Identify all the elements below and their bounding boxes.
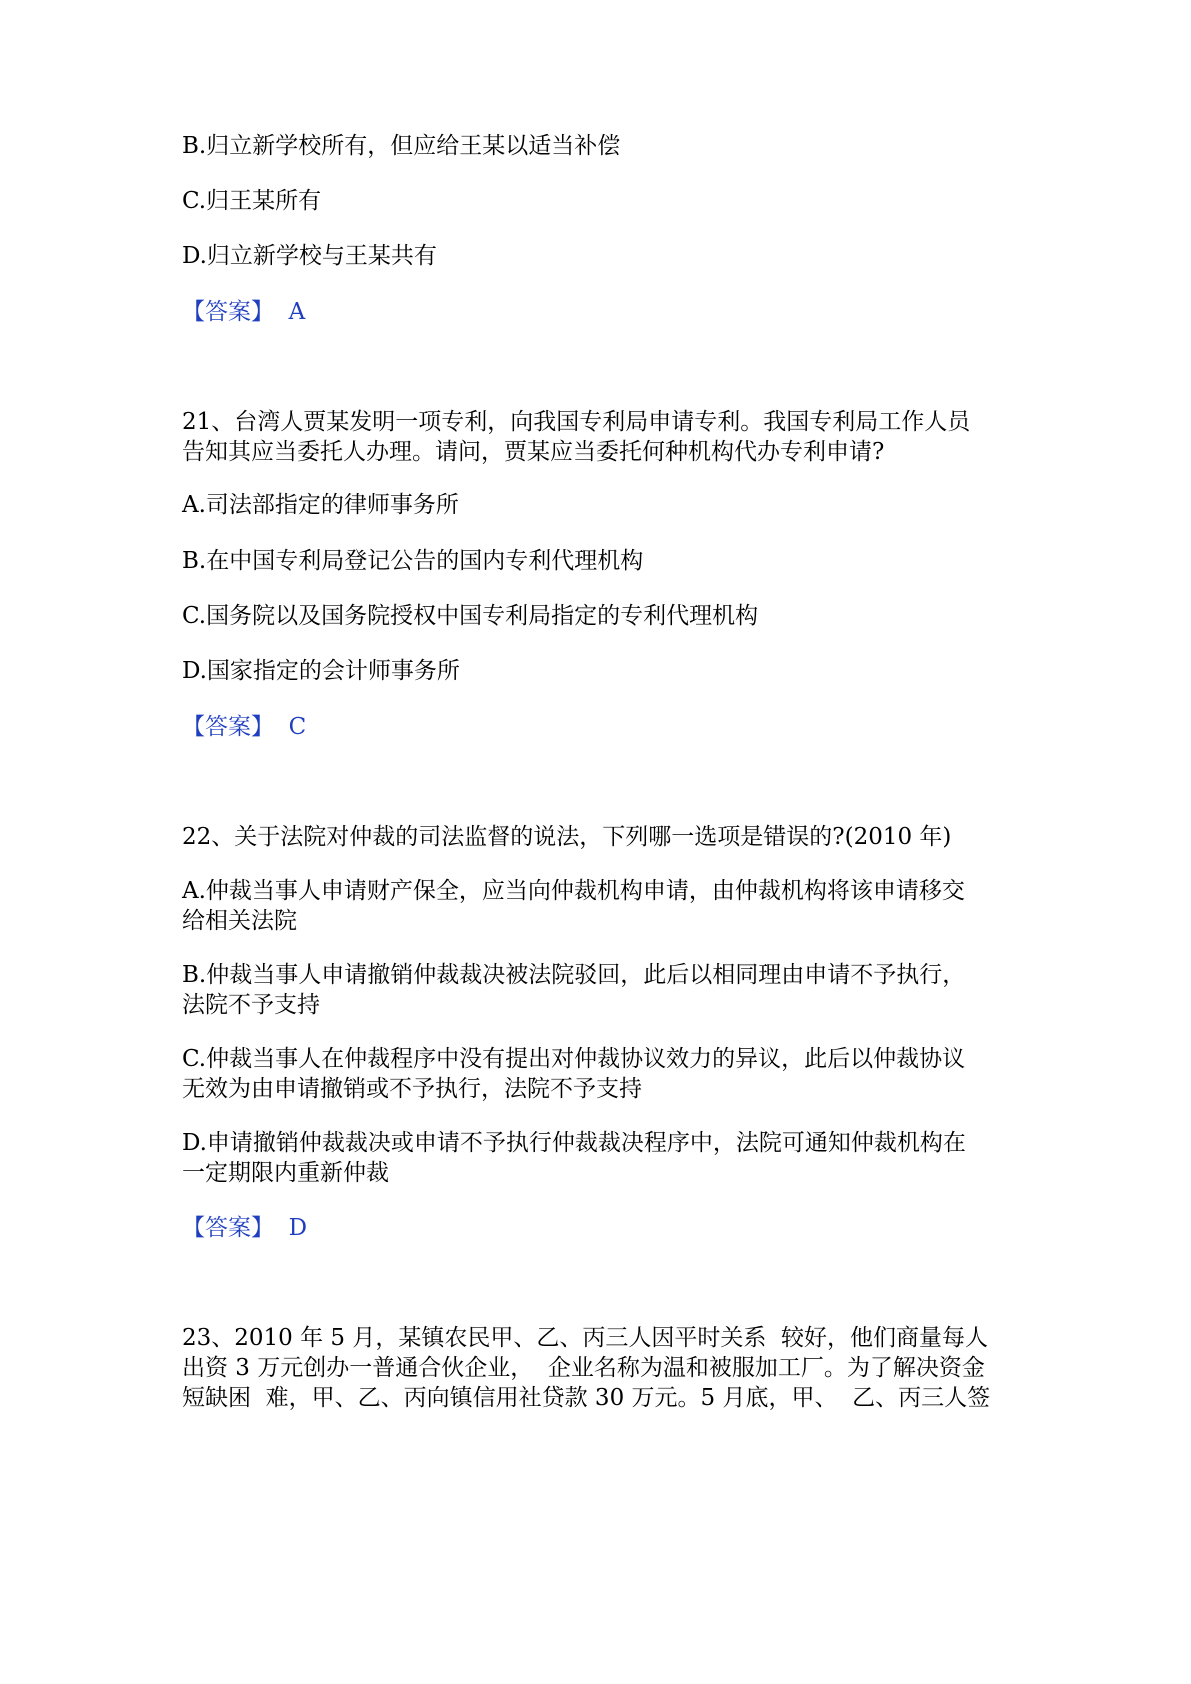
q22-option-d-line2: 一定期限内重新仲裁 xyxy=(182,1160,389,1186)
q21-option-a: A.司法部指定的律师事务所 xyxy=(182,492,459,518)
q22-option-b-line1: B.仲裁当事人申请撤销仲裁裁决被法院驳回，此后以相同理由申请不予执行， xyxy=(182,962,966,988)
answer-value: A xyxy=(288,299,306,325)
q22-option-c-line1: C.仲裁当事人在仲裁程序中没有提出对仲裁协议效力的异议，此后以仲裁协议 xyxy=(182,1046,966,1072)
q23-stem-line3: 短缺困 难，甲、乙、丙向镇信用社贷款 30 万元。5 月底，甲、 乙、丙三人签 xyxy=(182,1385,991,1411)
q20-option-c: C.归王某所有 xyxy=(182,188,322,214)
q21-option-d: D.国家指定的会计师事务所 xyxy=(182,658,460,684)
q21-stem-line1: 21、台湾人贾某发明一项专利，向我国专利局申请专利。我国专利局工作人员 xyxy=(182,409,971,435)
q20-option-d: D.归立新学校与王某共有 xyxy=(182,243,437,269)
q23-stem-line1: 23、2010 年 5 月，某镇农民甲、乙、丙三人因平时关系 较好，他们商量每人 xyxy=(182,1325,988,1351)
q21-option-b: B.在中国专利局登记公告的国内专利代理机构 xyxy=(182,548,644,574)
q20-option-b: B.归立新学校所有，但应给王某以适当补偿 xyxy=(182,133,621,159)
q21-stem-line2: 告知其应当委托人办理。请问，贾某应当委托何种机构代办专利申请? xyxy=(182,439,885,465)
q22-answer xyxy=(182,1213,307,1243)
q22-stem: 22、关于法院对仲裁的司法监督的说法，下列哪一选项是错误的?(2010 年) xyxy=(182,824,952,850)
answer-value: C xyxy=(288,714,307,740)
q22-option-b-line2: 法院不予支持 xyxy=(182,992,320,1018)
q21-answer xyxy=(182,712,306,742)
q23-stem-line2: 出资 3 万元创办一普通合伙企业， 企业名称为温和被服加工厂。为了解决资金 xyxy=(182,1355,985,1381)
answer-label: 【答案】 xyxy=(182,714,274,740)
q20-answer xyxy=(182,297,305,327)
q22-option-a-line1: A.仲裁当事人申请财产保全，应当向仲裁机构申请，由仲裁机构将该申请移交 xyxy=(182,878,965,904)
q22-option-c-line2: 无效为由申请撤销或不予执行，法院不予支持 xyxy=(182,1076,642,1102)
q22-option-a-line2: 给相关法院 xyxy=(182,908,297,934)
answer-label: 【答案】 xyxy=(182,299,274,325)
answer-label: 【答案】 xyxy=(182,1215,274,1241)
q22-option-d-line1: D.申请撤销仲裁裁决或申请不予执行仲裁裁决程序中，法院可通知仲裁机构在 xyxy=(182,1130,966,1156)
answer-value: D xyxy=(288,1215,308,1241)
q21-option-c: C.国务院以及国务院授权中国专利局指定的专利代理机构 xyxy=(182,603,759,629)
